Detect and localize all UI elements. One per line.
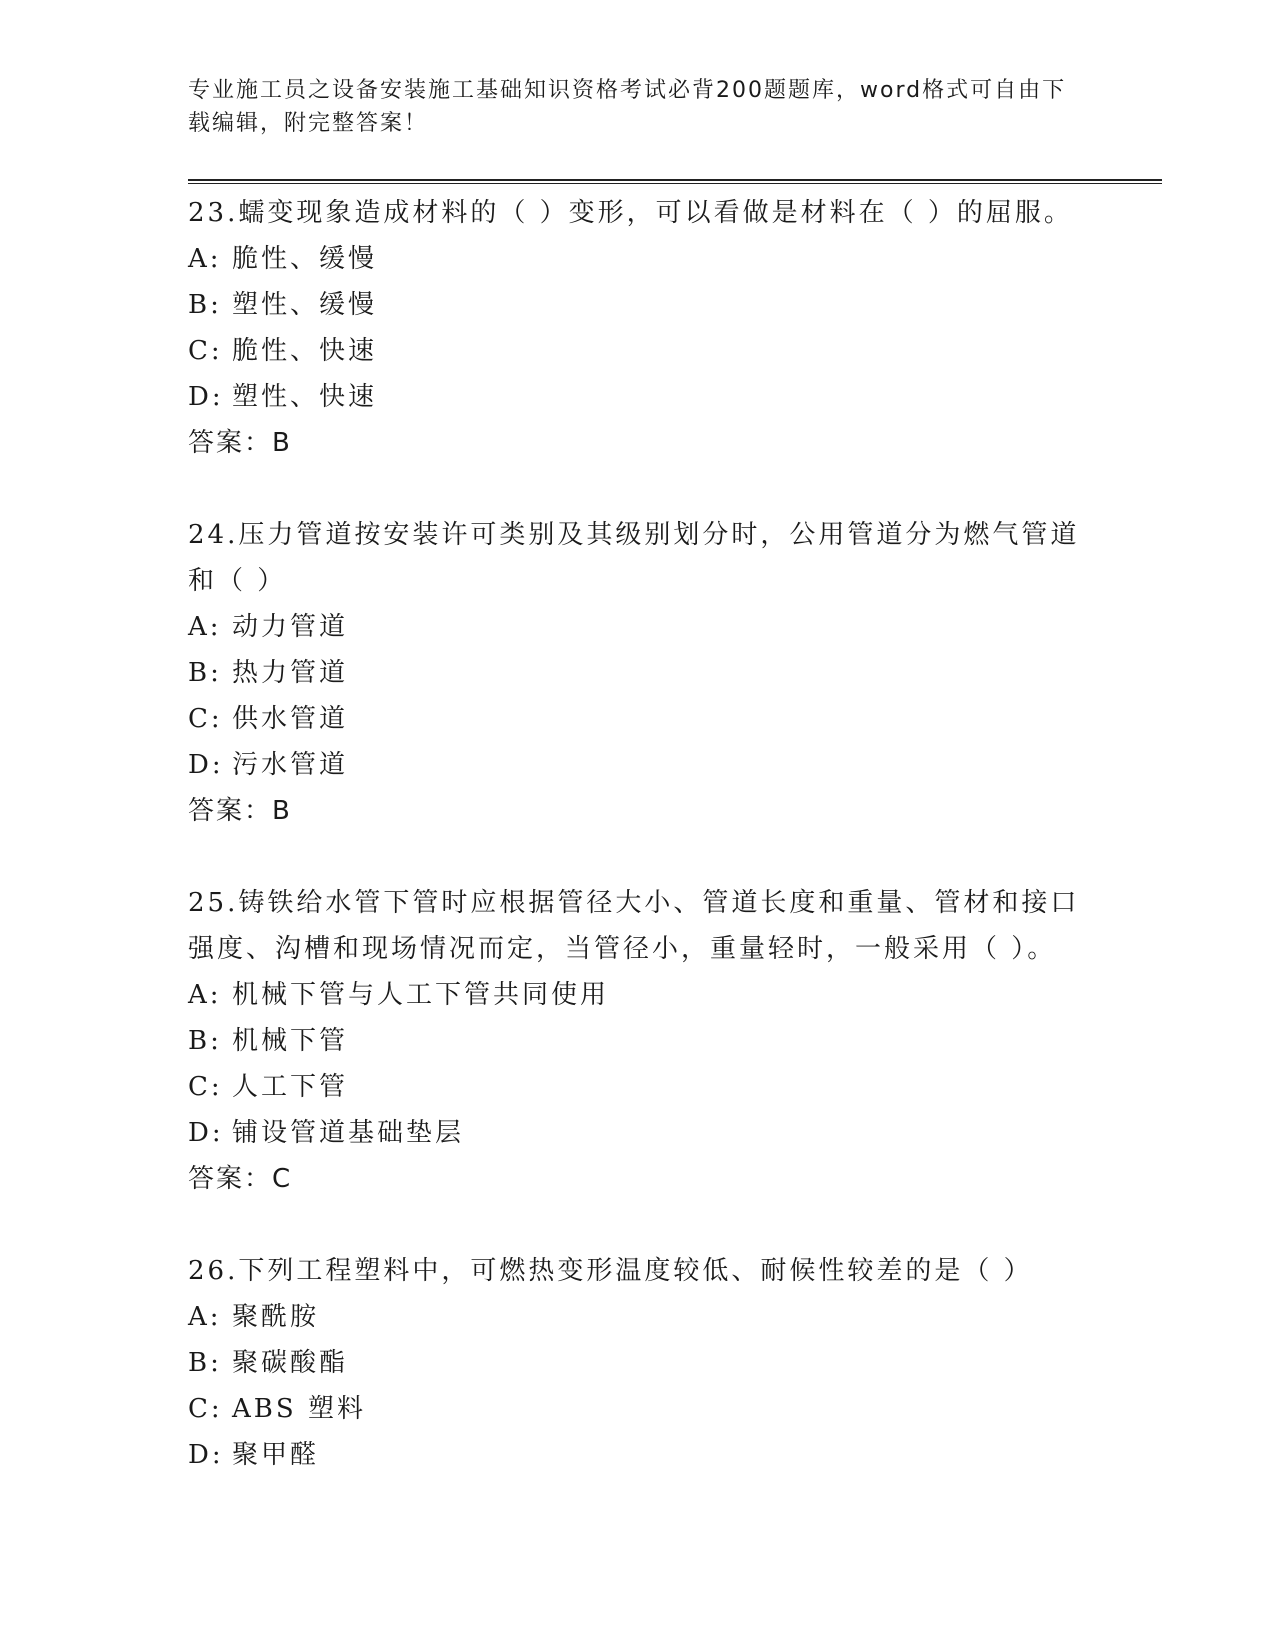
option-text: 脆性、快速	[232, 336, 378, 366]
question-list	[188, 190, 1088, 1524]
question-text: 24.压力管道按安装许可类别及其级别划分时，公用管道分为燃气管道和（ ）	[188, 520, 1080, 596]
option-text: 聚甲醛	[232, 1440, 320, 1470]
option-text: 机械下管	[232, 1026, 349, 1056]
option-text: 铺设管道基础垫层	[232, 1118, 465, 1148]
option-key: D:	[188, 1440, 224, 1470]
option-text: 聚酰胺	[232, 1302, 320, 1332]
option-text: 动力管道	[232, 612, 349, 642]
option-c	[188, 1064, 1088, 1110]
option-key: C:	[188, 1394, 223, 1424]
option-text: 热力管道	[232, 658, 349, 688]
document-header: 专业施工员之设备安装施工基础知识资格考试必背200题题库，word格式可自由下载编辑，附完整答案！	[188, 78, 1067, 136]
option-a	[188, 236, 1088, 282]
option-text: 塑性、快速	[232, 382, 378, 412]
option-text: ABS 塑料	[232, 1394, 366, 1424]
option-key: C:	[188, 336, 223, 366]
option-key: C:	[188, 1072, 223, 1102]
question-text: 25.铸铁给水管下管时应根据管径大小、管道长度和重量、管材和接口强度、沟槽和现场情况而定，当管径小，重量轻时，一般采用（ ）。	[188, 888, 1080, 964]
answer-line: 答案：C	[188, 1164, 293, 1194]
option-b	[188, 1018, 1088, 1064]
option-text: 供水管道	[232, 704, 349, 734]
option-text: 污水管道	[232, 750, 349, 780]
question-23	[188, 190, 1088, 466]
option-d	[188, 742, 1088, 788]
question-25	[188, 880, 1088, 1202]
option-d	[188, 1432, 1088, 1478]
option-key: B:	[188, 290, 222, 320]
option-text: 聚碳酸酯	[232, 1348, 349, 1378]
option-key: B:	[188, 1348, 222, 1378]
option-c	[188, 696, 1088, 742]
option-key: A:	[188, 980, 222, 1010]
option-c	[188, 1386, 1088, 1432]
question-text: 26.下列工程塑料中，可燃热变形温度较低、耐候性较差的是（ ）	[188, 1256, 1033, 1286]
option-key: A:	[188, 612, 222, 642]
option-a	[188, 972, 1088, 1018]
question-26	[188, 1248, 1088, 1478]
option-key: A:	[188, 1302, 222, 1332]
option-b	[188, 282, 1088, 328]
option-a	[188, 1294, 1088, 1340]
option-text: 脆性、缓慢	[232, 244, 378, 274]
option-d	[188, 374, 1088, 420]
header-divider	[188, 179, 1162, 181]
option-b	[188, 650, 1088, 696]
option-d	[188, 1110, 1088, 1156]
option-key: D:	[188, 750, 224, 780]
answer-line: 答案：B	[188, 428, 292, 458]
question-24	[188, 512, 1088, 834]
option-c	[188, 328, 1088, 374]
option-b	[188, 1340, 1088, 1386]
option-text: 人工下管	[232, 1072, 349, 1102]
option-key: D:	[188, 382, 224, 412]
answer-line: 答案：B	[188, 796, 292, 826]
option-key: C:	[188, 704, 223, 734]
option-key: A:	[188, 244, 222, 274]
option-text: 塑性、缓慢	[232, 290, 378, 320]
header-divider-thin	[188, 183, 1162, 184]
question-text: 23.蠕变现象造成材料的（ ）变形，可以看做是材料在（ ）的屈服。	[188, 198, 1073, 228]
option-key: B:	[188, 658, 222, 688]
option-key: B:	[188, 1026, 222, 1056]
option-text: 机械下管与人工下管共同使用	[232, 980, 610, 1010]
option-a	[188, 604, 1088, 650]
option-key: D:	[188, 1118, 224, 1148]
